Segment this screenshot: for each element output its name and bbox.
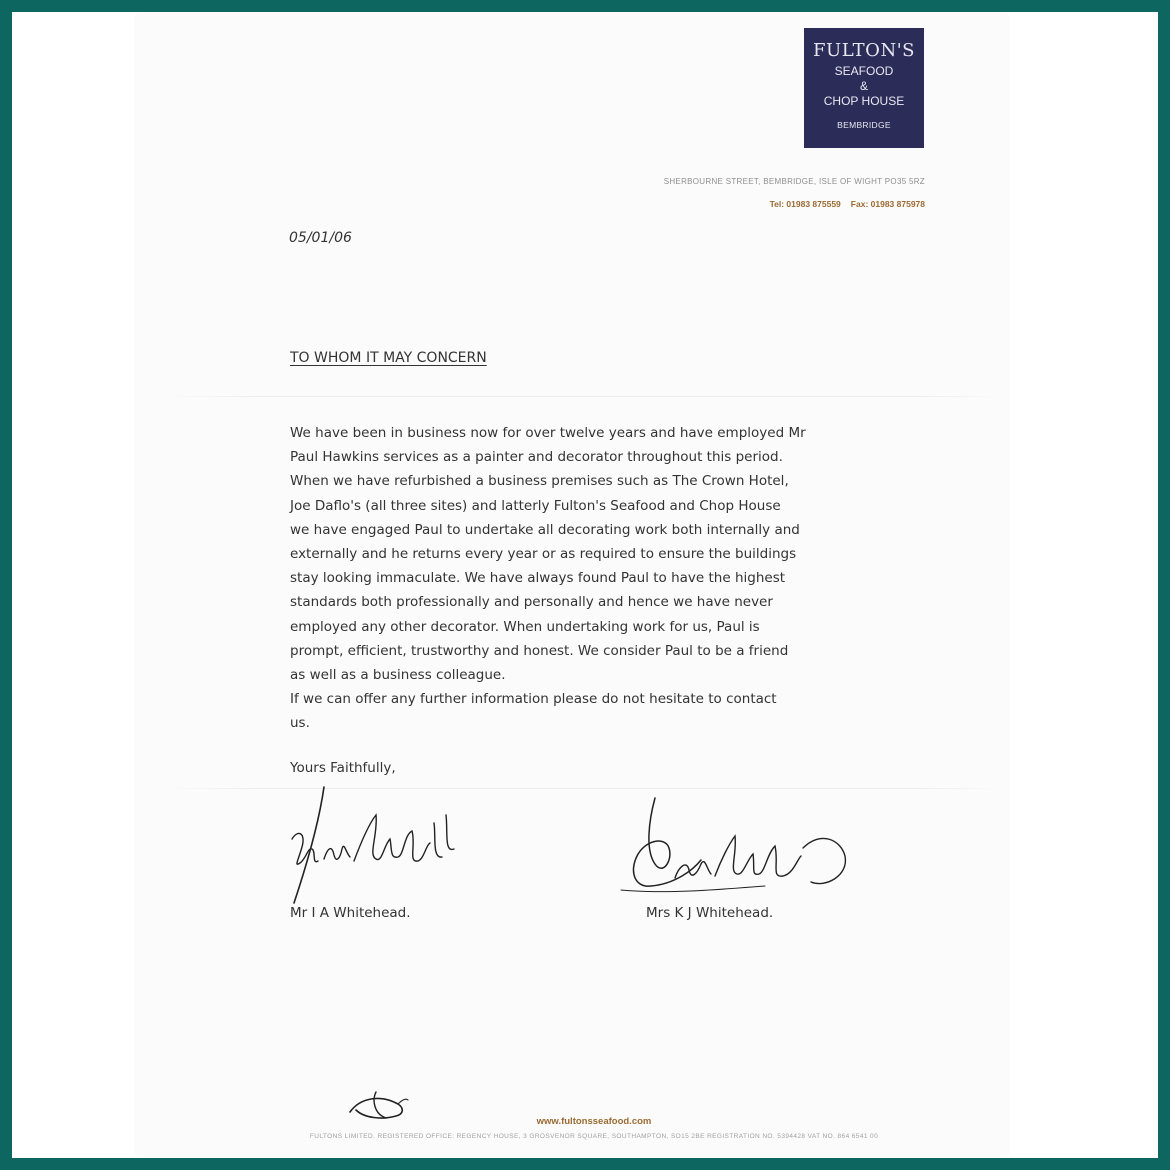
letter-closing: Yours Faithfully, — [290, 760, 396, 776]
fax-number: Fax: 01983 875978 — [850, 199, 925, 209]
logo-subtitle-line: CHOP HOUSE — [823, 94, 905, 108]
letterhead-address: SHERBOURNE STREET, BEMBRIDGE, ISLE OF WIGHT PO35 5RZ — [663, 177, 925, 186]
body-line: We have been in business now for over twelve years and have employed Mr — [290, 425, 806, 441]
logo-subtitle-line: & — [859, 79, 868, 93]
footer-website: www.fultonsseafood.com — [536, 1116, 652, 1127]
body-line: standards both professionally and personally and hence we have never — [290, 594, 773, 611]
letter-heading: TO WHOM IT MAY CONCERN — [290, 350, 487, 366]
body-line: Paul Hawkins services as a painter and decorator throughout this period. — [290, 449, 783, 466]
signature-left — [272, 775, 462, 915]
body-line: stay looking immaculate. We have always found Paul to have the highest — [290, 570, 786, 587]
body-line: externally and he returns every year or as required to ensure the buildings — [290, 546, 797, 563]
body-line: If we can offer any further information please do not hesitate to contact — [290, 691, 777, 708]
letterhead-contact — [770, 199, 925, 209]
signatory-left-name: Mr I A Whitehead. — [290, 905, 411, 921]
body-line: Joe Daflo's (all three sites) and latterly Fulton's Seafood and Chop House — [290, 497, 781, 514]
fultons-logo — [804, 28, 924, 148]
body-line: employed any other decorator. When undertaking work for us, Paul is — [290, 618, 760, 635]
logo-subtitle-line: SEAFOOD — [834, 64, 894, 78]
logo-town: BEMBRIDGE — [837, 120, 891, 130]
footer-registered-info: FULTONS LIMITED. REGISTERED OFFICE: REGENCY HOUSE, 3 GROSVENOR SQUARE, SOUTHAMPTON, SO15 2BE REGISTRATION NO. 5394428 VAT NO. 864 6541 00 — [309, 1133, 879, 1140]
signatory-right-name: Mrs K J Whitehead. — [646, 905, 774, 921]
signature-right — [615, 790, 855, 905]
body-line: we have engaged Paul to undertake all decorating work both internally and — [290, 521, 800, 538]
logo-brand: FULTON'S — [813, 40, 915, 61]
telephone-number: Tel: 01983 875559 — [769, 199, 841, 209]
body-line: When we have refurbished a business premises such as The Crown Hotel, — [290, 473, 789, 490]
body-line: us. — [290, 715, 310, 732]
body-line: as well as a business colleague. — [290, 667, 506, 684]
letter-body — [290, 421, 880, 736]
body-line: prompt, efficient, trustworthy and honest. We consider Paul to be a friend — [290, 642, 789, 659]
letter-date: 05/01/06 — [289, 230, 352, 246]
paper-fold-line — [168, 396, 1004, 397]
